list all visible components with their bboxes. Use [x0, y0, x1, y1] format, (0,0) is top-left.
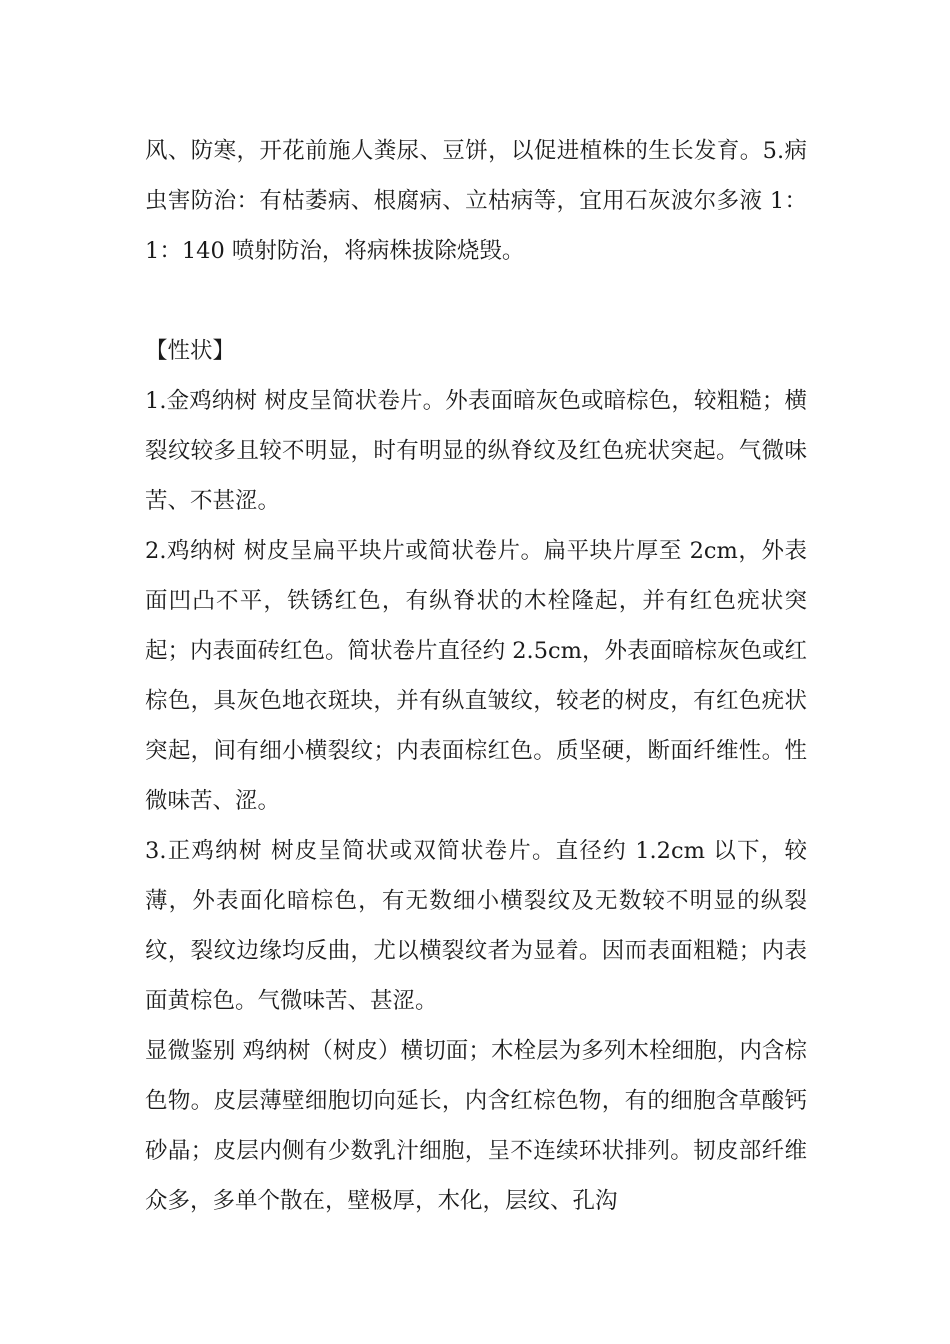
list-item: 1.金鸡纳树 树皮呈简状卷片。外表面暗灰色或暗棕色，较粗糙；横裂纹较多且较不明显，时有明显的纵脊纹及红色疣状突起。气微味苦、不甚涩。 — [145, 388, 807, 514]
list-item: 显微鉴别 鸡纳树（树皮）横切面；木栓层为多列木栓细胞，内含棕色物。皮层薄壁细胞切向延长，内含红棕色物，有的细胞含草酸钙砂晶；皮层内侧有少数乳汁细胞，呈不连续环状排列。韧皮部纤维众多，多单个散在，壁极厚，木化，层纹、孔沟 — [145, 1038, 807, 1214]
section-heading: 【性状】 — [145, 338, 236, 364]
document-page — [145, 126, 807, 1226]
list-item: 3.正鸡纳树 树皮呈简状或双简状卷片。直径约 1.2cm 以下，较薄，外表面化暗棕色，有无数细小横裂纹及无数较不明显的纵裂纹，裂纹边缘均反曲，尤以横裂纹者为显着。因而表面粗糙；内表面黄棕色。气微味苦、甚涩。 — [145, 838, 807, 1014]
intro-paragraph: 风、防寒，开花前施人粪尿、豆饼，以促进植株的生长发育。5.病虫害防治：有枯萎病、根腐病、立枯病等，宜用石灰波尔多液 1：1：140 喷射防治，将病株拔除烧毁。 — [145, 138, 807, 264]
paragraph-spacer — [145, 276, 807, 326]
list-item: 2.鸡纳树 树皮呈扁平块片或简状卷片。扁平块片厚至 2cm，外表面凹凸不平，铁锈红色，有纵脊状的木栓隆起，并有红色疣状突起；内表面砖红色。简状卷片直径约 2.5cm，外表面暗棕灰色或红棕色，具灰色地衣斑块，并有纵直皱纹，较老的树皮，有红色疣状突起，间有细小横裂纹；内表面棕红色。质坚硬，断面纤维性。性微味苦、涩。 — [145, 538, 807, 814]
